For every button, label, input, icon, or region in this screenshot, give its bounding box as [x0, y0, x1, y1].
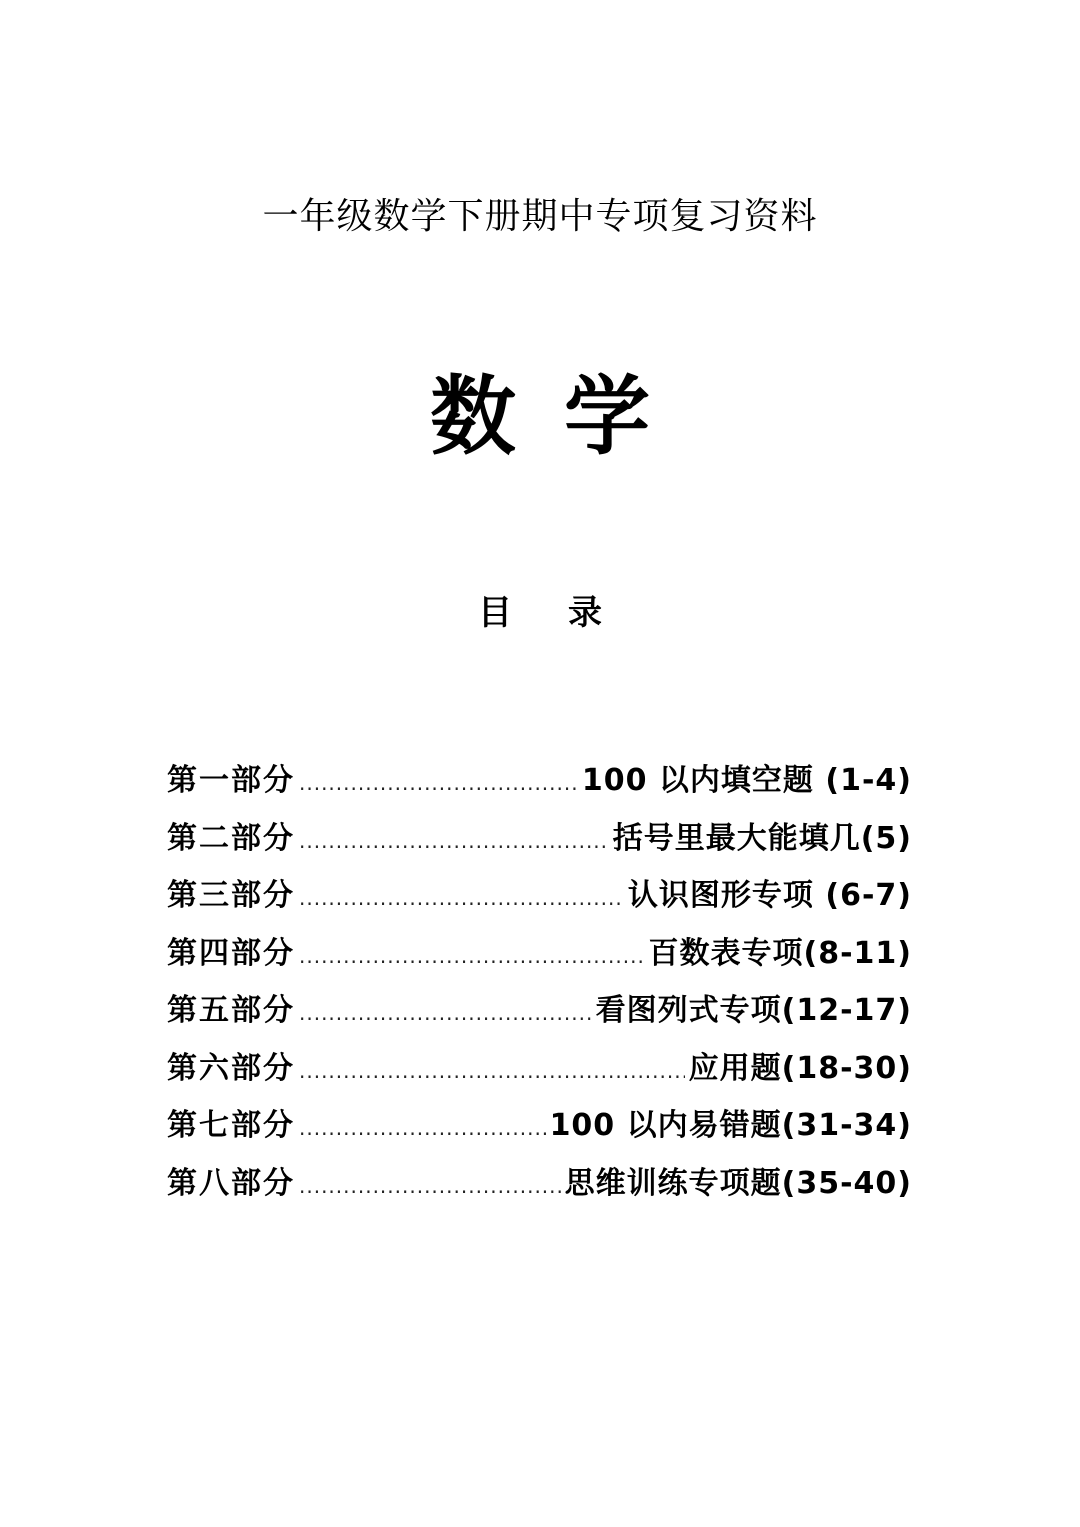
toc-section-title: 括号里最大能填几(5): [612, 820, 912, 856]
main-title-char: 学: [564, 367, 650, 467]
toc-section-title: 应用题(18-30): [688, 1050, 912, 1086]
toc-leader-dots: [299, 1048, 685, 1094]
toc-entry: [167, 1046, 912, 1104]
toc-part-label: 第六部分: [167, 1050, 295, 1086]
toc-section-title: 认识图形专项 (6-7): [627, 878, 912, 913]
toc-leader-dots: [299, 1163, 561, 1209]
toc-part-label: 第四部分: [167, 935, 295, 971]
document-subtitle: 一年级数学下册期中专项复习资料: [262, 196, 818, 237]
toc-section-title: 思维训练专项题(35-40): [564, 1165, 912, 1201]
toc-section-title: 100 以内填空题 (1-4): [581, 763, 912, 798]
toc-entry: [167, 988, 912, 1046]
toc-part-label: 第八部分: [167, 1165, 295, 1201]
toc-leader-dots: [299, 760, 578, 806]
toc-section-title: 100 以内易错题(31-34): [549, 1108, 912, 1143]
toc-heading-char: 目: [478, 593, 512, 633]
main-title: [0, 362, 1080, 472]
toc-leader-dots: [299, 818, 609, 864]
toc-section-title: 看图列式专项(12-17): [595, 993, 912, 1028]
toc-part-label: 第七部分: [167, 1108, 295, 1143]
toc-part-label: 第三部分: [167, 878, 295, 913]
toc-leader-dots: [299, 990, 592, 1036]
toc-entry: [167, 816, 912, 874]
toc-entry: [167, 1161, 912, 1219]
toc-heading-char: 录: [568, 593, 602, 633]
toc-leader-dots: [299, 1105, 546, 1151]
toc-part-label: 第一部分: [167, 763, 295, 798]
toc-heading: [0, 590, 1080, 636]
toc-leader-dots: [299, 875, 624, 921]
toc-entry: [167, 873, 912, 931]
toc-leader-dots: [299, 933, 645, 979]
toc-entry: [167, 1103, 912, 1161]
toc-entry: [167, 758, 912, 816]
main-title-char: 数: [430, 367, 516, 467]
toc-entry: [167, 931, 912, 989]
toc-part-label: 第五部分: [167, 993, 295, 1028]
toc-section-title: 百数表专项(8-11): [648, 935, 912, 971]
toc-part-label: 第二部分: [167, 820, 295, 856]
table-of-contents: [167, 758, 912, 1218]
